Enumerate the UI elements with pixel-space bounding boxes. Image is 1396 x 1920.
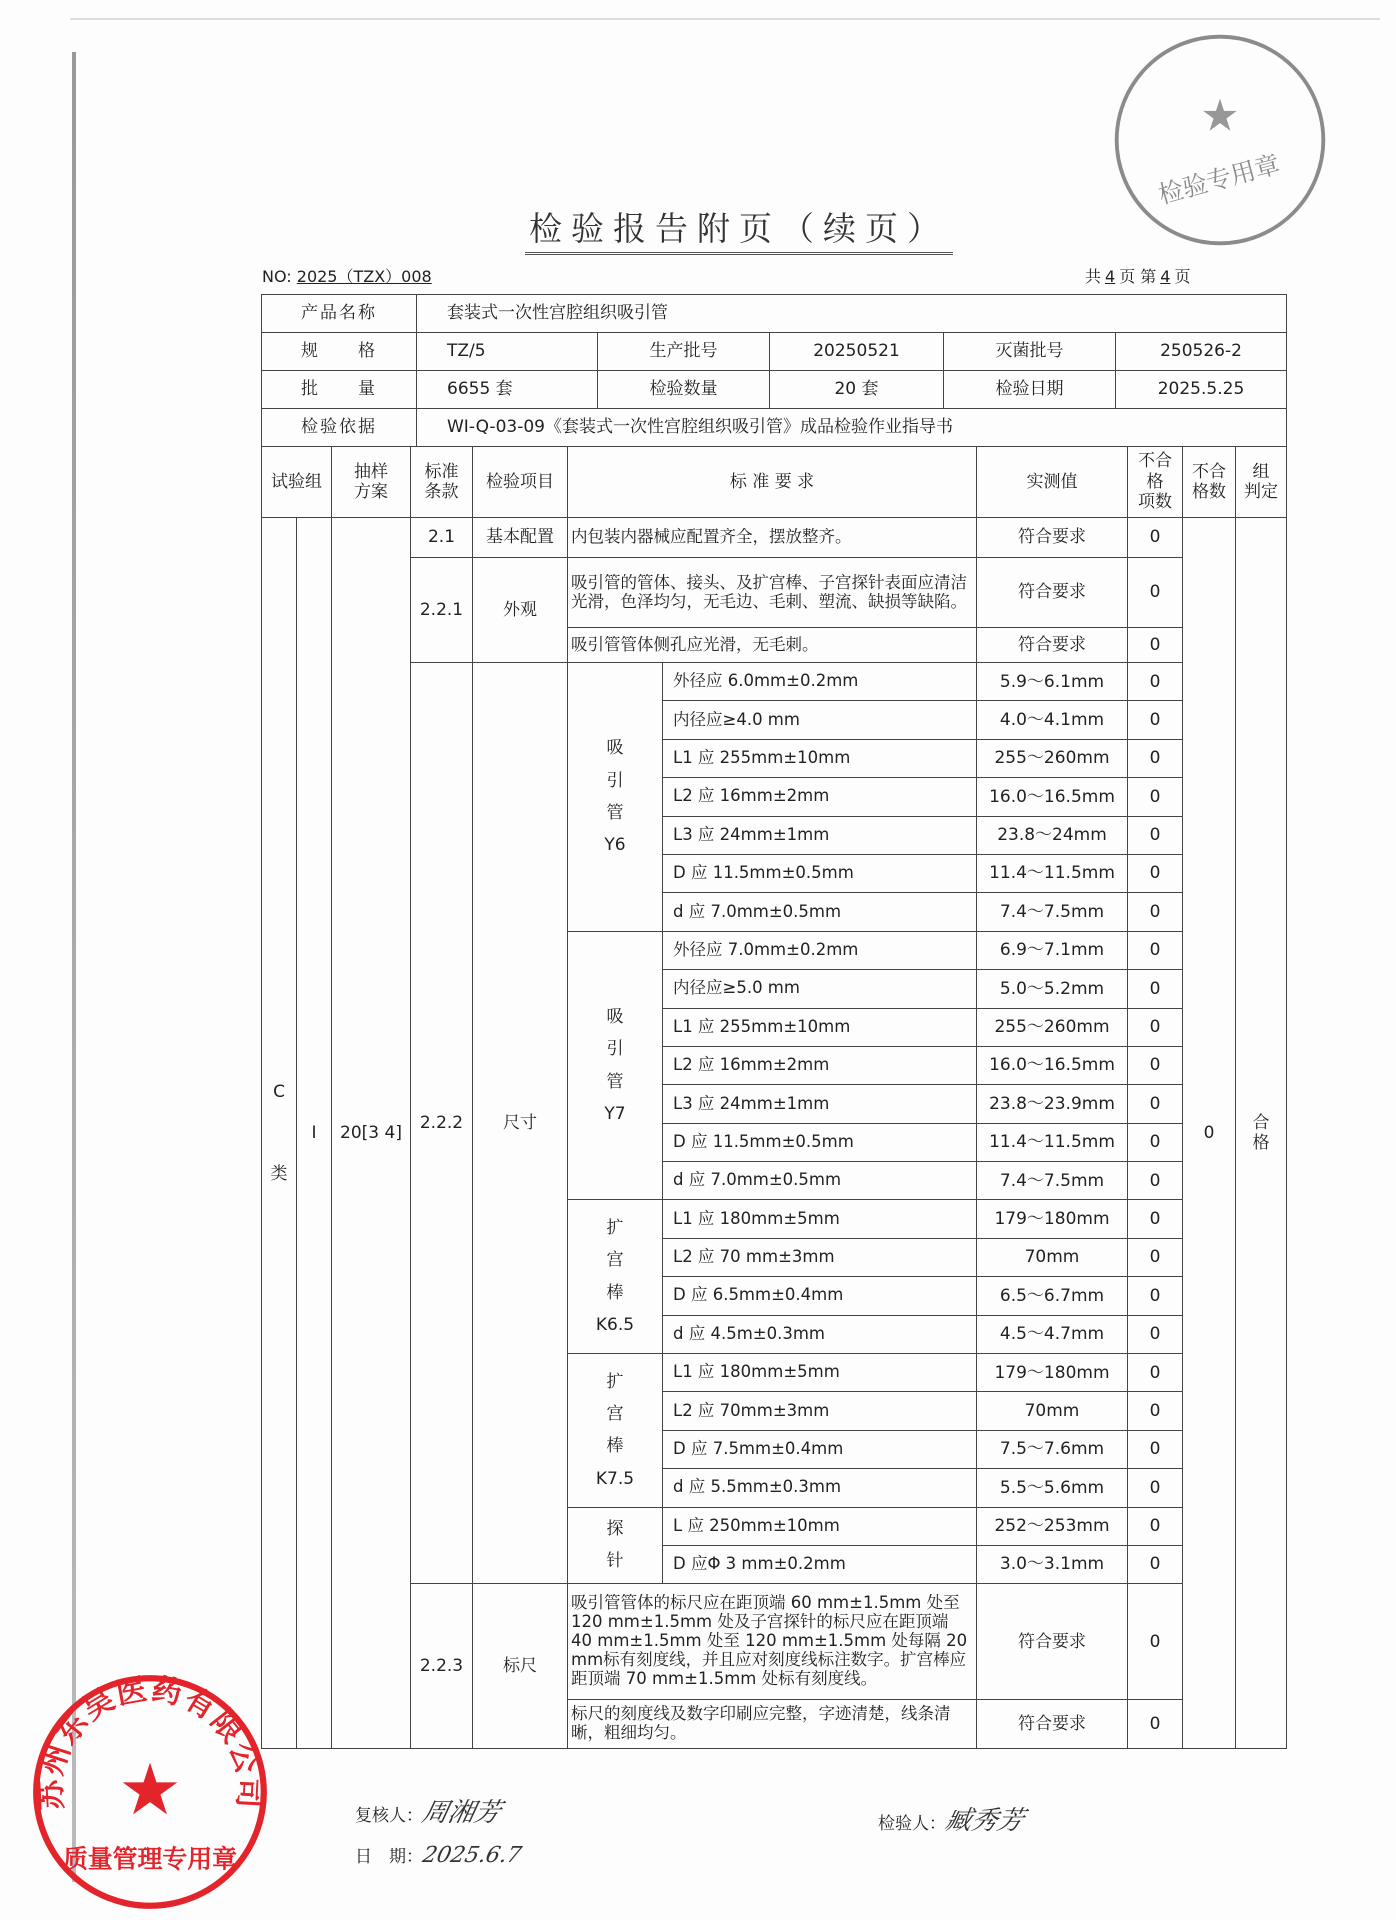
measured-cell: 6.5～6.7mm <box>977 1277 1128 1315</box>
fail-items-cell: 0 <box>1128 1392 1183 1430</box>
measured-cell: 4.5～4.7mm <box>977 1315 1128 1353</box>
sterile-batch-value: 250526-2 <box>1116 333 1287 371</box>
requirement-cell: L1 应 255mm±10mm <box>663 739 977 777</box>
clause-cell: 2.2.3 <box>411 1584 473 1749</box>
requirement-cell: D 应 7.5mm±0.4mm <box>663 1430 977 1468</box>
item-cell: 尺寸 <box>473 663 568 1584</box>
item-cell: 标尺 <box>473 1584 568 1749</box>
sterile-batch-label: 灭菌批号 <box>944 333 1116 371</box>
measured-cell: 255～260mm <box>977 1008 1128 1046</box>
requirement-cell: L3 应 24mm±1mm <box>663 1085 977 1123</box>
measured-cell: 6.9～7.1mm <box>977 931 1128 969</box>
header-fail-count: 不合 格数 <box>1183 447 1236 518</box>
product-name-label: 产品名称 <box>262 295 417 333</box>
fail-items-cell: 0 <box>1128 1085 1183 1123</box>
requirement-cell: 标尺的刻度线及数字印刷应完整，字迹清楚，线条清晰，粗细均匀。 <box>568 1700 977 1749</box>
fail-items-cell: 0 <box>1128 816 1183 854</box>
fail-items-cell: 0 <box>1128 1430 1183 1468</box>
fail-items-cell: 0 <box>1128 1354 1183 1392</box>
measured-cell: 符合要求 <box>977 1584 1128 1700</box>
header-item: 检验项目 <box>473 447 568 518</box>
measured-cell: 符合要求 <box>977 628 1128 663</box>
measured-cell: 255～260mm <box>977 739 1128 777</box>
measured-cell: 符合要求 <box>977 1700 1128 1749</box>
measured-cell: 7.4～7.5mm <box>977 893 1128 931</box>
measured-cell: 179～180mm <box>977 1200 1128 1238</box>
requirement-cell: L 应 250mm±10mm <box>663 1507 977 1545</box>
measured-cell: 符合要求 <box>977 558 1128 628</box>
reviewer-signature: 周湘芳 <box>419 1798 504 1828</box>
measured-cell: 70mm <box>977 1238 1128 1276</box>
page-suffix: 页 <box>1174 267 1191 286</box>
inspector <box>878 1800 1027 1837</box>
requirement-cell: 吸引管管体的标尺应在距顶端 60 mm±1.5mm 处至 120 mm±1.5mm 处及子宫探针的标尺应在距顶端 40 mm±1.5mm 处至 120 mm±1.5mm 处每隔 20 mm标有刻度线，并且应对刻度线标注数字。扩宫棒应距顶端 70 mm±1.5mm 处标有刻度线。 <box>568 1584 977 1700</box>
measured-cell: 23.8～23.9mm <box>977 1085 1128 1123</box>
measured-cell: 252～253mm <box>977 1507 1128 1545</box>
fail-items-cell: 0 <box>1128 518 1183 558</box>
measured-cell: 7.5～7.6mm <box>977 1430 1128 1468</box>
table-row <box>262 663 1287 701</box>
requirement-cell: L3 应 24mm±1mm <box>663 816 977 854</box>
batch-no-value: 20250521 <box>770 333 944 371</box>
measured-cell: 5.9～6.1mm <box>977 663 1128 701</box>
clause-cell: 2.2.2 <box>411 663 473 1584</box>
fail-items-cell: 0 <box>1128 701 1183 739</box>
company-quality-stamp <box>30 1672 270 1912</box>
fail-items-cell: 0 <box>1128 1238 1183 1276</box>
measured-cell: 5.5～5.6mm <box>977 1469 1128 1507</box>
sample-qty-label: 检验数量 <box>598 371 770 409</box>
requirement-cell: L2 应 16mm±2mm <box>663 778 977 816</box>
page-info <box>1085 264 1191 287</box>
subgroup-label: 探 针 <box>568 1507 663 1584</box>
sample-qty-value: 20 套 <box>770 371 944 409</box>
requirement-cell: d 应 4.5m±0.3mm <box>663 1315 977 1353</box>
measured-cell: 16.0～16.5mm <box>977 1046 1128 1084</box>
requirement-cell: 外径应 7.0mm±0.2mm <box>663 931 977 969</box>
measured-cell: 7.4～7.5mm <box>977 1162 1128 1200</box>
page-current: 4 <box>1160 267 1171 286</box>
requirement-cell: 外径应 6.0mm±0.2mm <box>663 663 977 701</box>
table-row <box>262 447 1287 518</box>
basis-label: 检验依据 <box>262 409 417 447</box>
report-number-value: 2025（TZX）008 <box>296 267 432 286</box>
fail-items-cell: 0 <box>1128 1545 1183 1583</box>
measured-cell: 179～180mm <box>977 1354 1128 1392</box>
subgroup-label: 吸 引 管 Y6 <box>568 663 663 932</box>
requirement-cell: D 应Φ 3 mm±0.2mm <box>663 1545 977 1583</box>
item-cell: 外观 <box>473 558 568 663</box>
fail-items-cell: 0 <box>1128 1123 1183 1161</box>
page-mid: 页 第 <box>1119 267 1157 286</box>
requirement-cell: L2 应 70 mm±3mm <box>663 1238 977 1276</box>
clause-cell: 2.2.1 <box>411 558 473 663</box>
header-sampling-plan: 抽样 方案 <box>332 447 411 518</box>
product-name-row <box>262 295 1287 333</box>
measured-cell: 70mm <box>977 1392 1128 1430</box>
table-row <box>262 518 1287 558</box>
fail-items-cell: 0 <box>1128 1277 1183 1315</box>
subgroup-label: 扩 宫 棒 K7.5 <box>568 1354 663 1508</box>
requirement-cell: d 应 5.5mm±0.3mm <box>663 1469 977 1507</box>
requirement-cell: 内包装内器械应配置齐全，摆放整齐。 <box>568 518 977 558</box>
fail-items-cell: 0 <box>1128 739 1183 777</box>
spec-value: TZ/5 <box>417 333 598 371</box>
report-number <box>262 264 432 287</box>
requirement-cell: D 应 11.5mm±0.5mm <box>663 1123 977 1161</box>
subgroup-label: 扩 宫 棒 K6.5 <box>568 1200 663 1354</box>
fail-items-cell: 0 <box>1128 893 1183 931</box>
fail-items-cell: 0 <box>1128 778 1183 816</box>
subgroup-label: 吸 引 管 Y7 <box>568 931 663 1200</box>
fail-items-cell: 0 <box>1128 628 1183 663</box>
spec-label: 规 格 <box>262 333 417 371</box>
fail-items-cell: 0 <box>1128 558 1183 628</box>
header-clause: 标准 条款 <box>411 447 473 518</box>
fail-items-cell: 0 <box>1128 970 1183 1008</box>
fail-items-cell: 0 <box>1128 1315 1183 1353</box>
group-verdict: 合 格 <box>1236 518 1287 1749</box>
fail-items-cell: 0 <box>1128 663 1183 701</box>
test-group-level: I <box>297 518 332 1749</box>
requirement-cell: 吸引管的管体、接头、及扩宫棒、子宫探针表面应清洁光滑，色泽均匀，无毛边、毛刺、塑流、缺损等缺陷。 <box>568 558 977 628</box>
reviewer <box>355 1792 504 1829</box>
spec-row <box>262 333 1287 371</box>
page-total-prefix: 共 <box>1085 267 1102 286</box>
requirement-cell: d 应 7.0mm±0.5mm <box>663 1162 977 1200</box>
inspect-date-label: 检验日期 <box>944 371 1116 409</box>
review-date-label: 日 期： <box>355 1847 423 1867</box>
requirement-cell: L2 应 70mm±3mm <box>663 1392 977 1430</box>
requirement-cell: 内径应≥5.0 mm <box>663 970 977 1008</box>
product-info-table <box>261 294 1287 447</box>
requirement-cell: 内径应≥4.0 mm <box>663 701 977 739</box>
inspection-table <box>261 446 1287 1749</box>
header-fail-items: 不合格 项数 <box>1128 447 1183 518</box>
inspect-date-value: 2025.5.25 <box>1116 371 1287 409</box>
inspector-label: 检验人： <box>878 1814 946 1834</box>
company-stamp-ring-text: 苏州东吴医药有限公司 <box>33 1672 267 1811</box>
test-group-class: C 类 <box>262 518 297 1749</box>
measured-cell: 符合要求 <box>977 518 1128 558</box>
measured-cell: 4.0～4.1mm <box>977 701 1128 739</box>
page-total: 4 <box>1105 267 1116 286</box>
fail-items-cell: 0 <box>1128 1162 1183 1200</box>
fail-items-cell: 0 <box>1128 1507 1183 1545</box>
lot-size-label: 批 量 <box>262 371 417 409</box>
fail-items-cell: 0 <box>1128 1008 1183 1046</box>
measured-cell: 3.0～3.1mm <box>977 1545 1128 1583</box>
requirement-cell: d 应 7.0mm±0.5mm <box>663 893 977 931</box>
fail-items-cell: 0 <box>1128 1700 1183 1749</box>
inspection-stamp <box>1110 30 1330 250</box>
star-icon: ★ <box>1200 90 1240 142</box>
lot-size-value: 6655 套 <box>417 371 598 409</box>
page-edge-top <box>70 18 1380 20</box>
inspection-stamp-text: 检验专用章 <box>1155 149 1283 210</box>
table-row <box>262 558 1287 628</box>
star-icon: ★ <box>118 1748 182 1832</box>
measured-cell: 5.0～5.2mm <box>977 970 1128 1008</box>
fail-items-cell: 0 <box>1128 1469 1183 1507</box>
measured-cell: 16.0～16.5mm <box>977 778 1128 816</box>
report-number-label: NO: <box>262 267 292 286</box>
measured-cell: 11.4～11.5mm <box>977 1123 1128 1161</box>
page-edge-left <box>72 52 76 1882</box>
requirement-cell: 吸引管管体侧孔应光滑，无毛刺。 <box>568 628 977 663</box>
batch-no-label: 生产批号 <box>598 333 770 371</box>
fail-items-cell: 0 <box>1128 1584 1183 1700</box>
review-date <box>355 1842 524 1868</box>
basis-value: WI-Q-03-09《套装式一次性宫腔组织吸引管》成品检验作业指导书 <box>417 409 1287 447</box>
header-test-group: 试验组 <box>262 447 332 518</box>
fail-count-total: 0 <box>1183 518 1236 1749</box>
requirement-cell: L1 应 180mm±5mm <box>663 1200 977 1238</box>
fail-items-cell: 0 <box>1128 854 1183 892</box>
clause-cell: 2.1 <box>411 518 473 558</box>
requirement-cell: L1 应 255mm±10mm <box>663 1008 977 1046</box>
sampling-plan-value: 20[3 4] <box>332 518 411 1749</box>
item-cell: 基本配置 <box>473 518 568 558</box>
header-verdict: 组 判定 <box>1236 447 1287 518</box>
product-name-value: 套装式一次性宫腔组织吸引管 <box>417 295 1287 333</box>
requirement-cell: D 应 6.5mm±0.4mm <box>663 1277 977 1315</box>
requirement-cell: D 应 11.5mm±0.5mm <box>663 854 977 892</box>
measured-cell: 11.4～11.5mm <box>977 854 1128 892</box>
table-row <box>262 1584 1287 1700</box>
company-stamp-bottom-text: 质量管理专用章 <box>62 1844 238 1874</box>
document-title: 检验报告附页（续页） <box>525 203 953 255</box>
header-requirement: 标 准 要 求 <box>568 447 977 518</box>
reviewer-label: 复核人： <box>355 1806 423 1826</box>
requirement-cell: L1 应 180mm±5mm <box>663 1354 977 1392</box>
fail-items-cell: 0 <box>1128 1200 1183 1238</box>
fail-items-cell: 0 <box>1128 1046 1183 1084</box>
inspector-signature: 臧秀芳 <box>942 1806 1027 1836</box>
basis-row <box>262 409 1287 447</box>
fail-items-cell: 0 <box>1128 931 1183 969</box>
requirement-cell: L2 应 16mm±2mm <box>663 1046 977 1084</box>
header-measured: 实测值 <box>977 447 1128 518</box>
lot-row <box>262 371 1287 409</box>
measured-cell: 23.8～24mm <box>977 816 1128 854</box>
review-date-value: 2025.6.7 <box>420 1843 524 1868</box>
